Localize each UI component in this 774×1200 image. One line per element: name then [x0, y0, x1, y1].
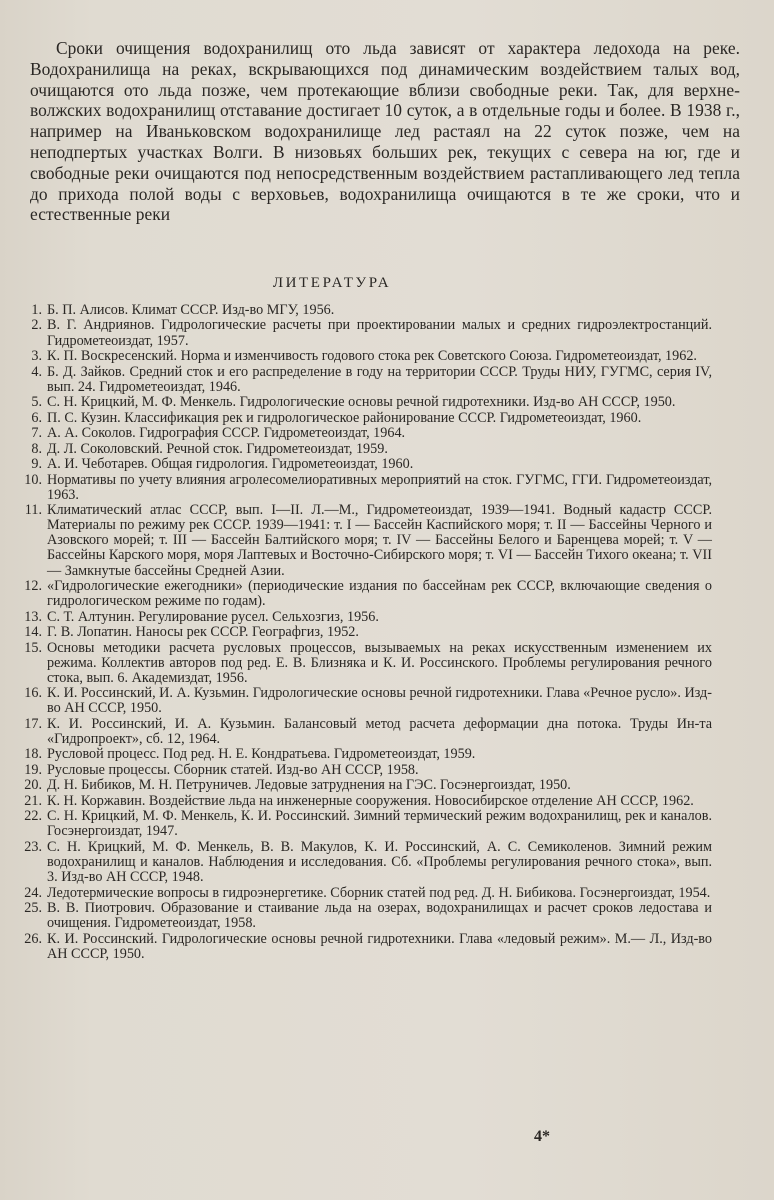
intro-text	[30, 38, 740, 225]
reference-text: В. В. Пиотрович. Образование и стаивание льда на озерах, водохранилищах и расчет сроков ледостава и очищения. Гидрометеоиздат, 1958.	[47, 900, 712, 932]
reference-text: В. Г. Андриянов. Гидрологические расчеты при проектировании малых и средних гидроэлектростанций. Гидрометеоиздат, 1957.	[47, 317, 712, 349]
reference-item	[20, 457, 712, 472]
reference-text: К. Н. Коржавин. Воздействие льда на инженерные сооружения. Новосибирское отделение АН СССР, 1962.	[47, 792, 694, 809]
reference-number: 8.	[31, 440, 42, 457]
reference-item	[20, 442, 712, 457]
reference-number: 1.	[31, 302, 42, 318]
reference-item	[20, 303, 712, 318]
reference-item	[20, 625, 712, 640]
reference-item	[20, 794, 712, 809]
reference-number: 5.	[31, 394, 42, 411]
reference-text: К. И. Россинский, И. А. Кузьмин. Балансовый метод расчета деформации дна потока. Труды Ин-та «Гидропроект», сб. 12, 1964.	[47, 715, 712, 747]
reference-item	[20, 473, 712, 503]
reference-item	[20, 426, 712, 441]
reference-number: 4.	[31, 363, 42, 380]
reference-number: 15.	[24, 639, 42, 656]
reference-number: 6.	[31, 409, 42, 426]
reference-text: К. П. Воскресенский. Норма и изменчивость годового стока рек Советского Союза. Гидрометеоиздат, 1962.	[47, 348, 697, 365]
reference-number: 19.	[24, 761, 42, 778]
reference-text: Нормативы по учету влияния агролесомелиоративных мероприятий на сток. ГУГМС, ГГИ. Гидрометеоиздат, 1963.	[47, 471, 712, 503]
reference-text: Б. Д. Зайков. Средний сток и его распределение в году на территории СССР. Труды НИУ, ГУГМС, серия IV, вып. 24. Гидрометеоиздат, 1946.	[47, 363, 712, 395]
reference-item	[20, 686, 712, 716]
reference-number: 13.	[24, 608, 42, 625]
reference-number: 7.	[31, 425, 42, 442]
reference-text: Г. В. Лопатин. Наносы рек СССР. Географгиз, 1952.	[47, 624, 359, 641]
reference-number: 17.	[24, 715, 42, 732]
references-heading: ЛИТЕРАТУРА	[272, 275, 392, 291]
reference-item	[20, 809, 712, 839]
intro-paragraph: Сроки очищения водохранилищ ото льда зависят от характера ледохода на реке. Водохранилища на реках, вскрывающихся под динамическим воздействием талых вод, очищаются ото льда позже, чем протекающие вблизи свободные реки. Так, для верхне-волжских водохранилищ отставание достигает 10 суток, а в отдельные годы и более. В 1938 г., например на Иваньковском водохранилище лед растаял на 22 суток позже, чем на неподпертых участках Волги. В низовьях больших рек, текущих с севера на юг, где и свободные реки очищаются под непосредственным воздействием растапливающего лед тепла до прихода полой воды с верховьев, водохранилища очищаются в те же сроки, что и естественные реки	[30, 38, 740, 225]
reference-item	[20, 610, 712, 625]
reference-text: «Гидрологические ежегодники» (периодические издания по бассейнам рек СССР, включающие сведения о гидрологическом режиме по годам).	[47, 577, 712, 610]
reference-item	[20, 901, 712, 931]
reference-number: 23.	[24, 838, 42, 855]
reference-text: Ледотермические вопросы в гидроэнергетике. Сборник статей под ред. Д. Н. Бибикова. Госэнергоиздат, 1954.	[47, 884, 711, 901]
reference-text: С. Н. Крицкий, М. Ф. Менкель, В. В. Макулов, К. И. Россинский, А. С. Семиколенов. Зимний режим водохранилищ и каналов. Наблюдения и исследования. Сб. «Проблемы регулирования речного стока», вып. 3. Изд-во АН СССР, 1948.	[47, 838, 712, 886]
reference-number: 22.	[24, 808, 42, 825]
reference-number: 16.	[24, 685, 42, 702]
reference-item	[20, 411, 712, 426]
reference-item	[20, 365, 712, 395]
reference-number: 18.	[24, 746, 42, 763]
reference-text: Климатический атлас СССР, вып. I—II. Л.—М., Гидрометеоиздат, 1939—1941. Водный кадастр СССР. Материалы по режиму рек СССР. 1939—1941: т. I — Бассейн Каспийского моря; т. II — Бассейны Черного и Азовского морей; т. III — Бассейн Балтийского моря; т. IV — Бассейны Белого и Баренцева морей; т. V — Бассейны Карского моря, моря Лаптевых и Восточно-Сибирского моря; т. VI — Бассейн Тихого океана; т. VII — Замкнутые бассейны Средней Азии.	[47, 502, 712, 579]
reference-item	[20, 840, 712, 885]
reference-text: С. Н. Крицкий, М. Ф. Менкель. Гидрологические основы речной гидротехники. Изд-во АН СССР, 1950.	[47, 394, 676, 411]
reference-text: С. Т. Алтунин. Регулирование русел. Сельхозгиз, 1956.	[47, 608, 379, 625]
reference-number: 20.	[24, 777, 42, 794]
reference-number: 21.	[24, 792, 42, 809]
reference-number: 26.	[24, 930, 42, 947]
reference-text: А. А. Соколов. Гидрография СССР. Гидрометеоиздат, 1964.	[47, 425, 406, 442]
reference-text: Русловые процессы. Сборник статей. Изд-во АН СССР, 1958.	[47, 761, 419, 778]
reference-text: Б. П. Алисов. Климат СССР. Изд-во МГУ, 1956.	[47, 302, 335, 318]
reference-number: 9.	[31, 456, 42, 473]
reference-text: Д. Н. Бибиков, М. Н. Петруничев. Ледовые затруднения на ГЭС. Госэнергоиздат, 1950.	[47, 777, 571, 794]
reference-item	[20, 886, 712, 901]
reference-text: Русловой процесс. Под ред. Н. Е. Кондратьева. Гидрометеоиздат, 1959.	[47, 746, 476, 763]
reference-number: 14.	[24, 624, 42, 641]
reference-item	[20, 395, 712, 410]
reference-item	[20, 318, 712, 348]
reference-number: 11.	[24, 502, 42, 519]
reference-number: 25.	[24, 900, 42, 917]
reference-text: К. И. Россинский. Гидрологические основы речной гидротехники. Глава «ледовый режим». М.— Л., Изд-во АН СССР, 1950.	[47, 930, 712, 962]
reference-number: 2.	[31, 317, 42, 334]
reference-item	[20, 349, 712, 364]
reference-text: К. И. Россинский, И. А. Кузьмин. Гидрологические основы речной гидротехники. Глава «Речное русло». Изд-во АН СССР, 1950.	[47, 685, 712, 717]
reference-number: 12.	[24, 577, 42, 594]
reference-text: А. И. Чеботарев. Общая гидрология. Гидрометеоиздат, 1960.	[47, 456, 414, 473]
reference-text: Д. Л. Соколовский. Речной сток. Гидрометеоиздат, 1959.	[47, 440, 388, 457]
references-list	[20, 303, 712, 962]
reference-item	[20, 717, 712, 747]
reference-text: С. Н. Крицкий, М. Ф. Менкель, К. И. Россинский. Зимний термический режим водохранилищ, рек и каналов. Госэнергоиздат, 1947.	[47, 808, 712, 840]
reference-item	[20, 503, 712, 578]
reference-item	[20, 747, 712, 762]
reference-item	[20, 763, 712, 778]
reference-number: 10.	[24, 471, 42, 488]
page-number: 4*	[534, 1128, 550, 1145]
reference-text: П. С. Кузин. Классификация рек и гидрологическое районирование СССР. Гидрометеоиздат, 1960.	[47, 409, 642, 426]
reference-number: 3.	[31, 348, 42, 365]
reference-text: Основы методики расчета русловых процессов, вызываемых на реках искусственным изменением их режима. Коллектив авторов под ред. Е. В. Близняка и К. И. Россинского. Проблемы регулирования речного стока, вып. 6. Академиздат, 1956.	[47, 639, 712, 686]
reference-number: 24.	[24, 884, 42, 901]
reference-item	[20, 778, 712, 793]
reference-item	[20, 932, 712, 962]
reference-item	[20, 641, 712, 686]
reference-item	[20, 579, 712, 609]
